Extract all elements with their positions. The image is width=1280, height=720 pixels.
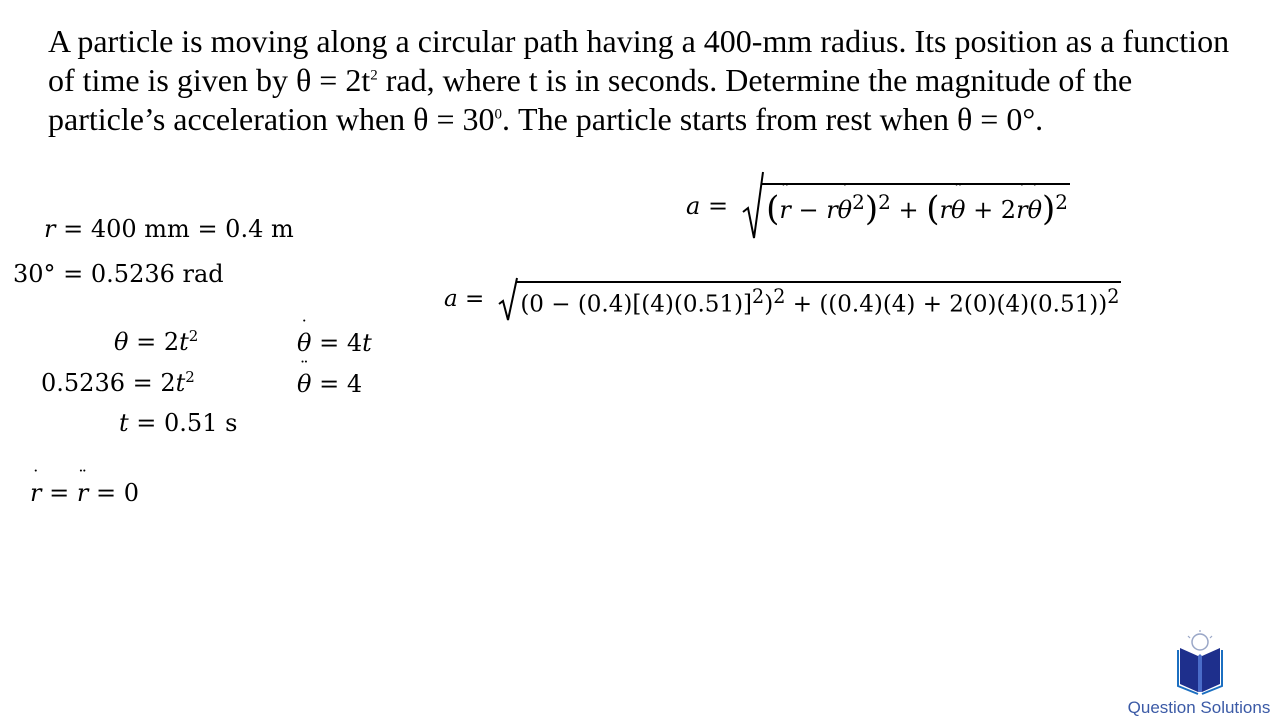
radical-icon [498,276,518,322]
radical-icon [742,170,764,242]
book-lightbulb-icon [1176,630,1224,696]
question-solutions-logo [1124,628,1274,720]
problem-text-2: rad, where t is in seconds. Determine the magnitude of the particle’s acceleration when θ = 30 [48,62,1133,137]
problem-text-3: . The particle starts from rest when θ = 0°. [502,101,1044,137]
problem-sup-1: 2 [370,67,378,84]
time-equation: t = 0.51 s [119,409,238,437]
theta-dot-equation: θ ˙ = 4t [297,328,372,358]
problem-sup-2: 0 [494,106,503,123]
acceleration-substituted-formula: a = $(0 - (0.4)[(4)(0.51)]^2)^2 + ((0.4)(4) + 2(0)(4)(0.51))^2$ [444,276,1121,322]
square-root: (r ¨ − rθ ˙$^2$)$^2$ + (rθ ¨ + 2r ˙θ ˙)$^2$ [742,170,1070,242]
angle-equation: 30° = 0.5236 rad [13,260,224,288]
problem-statement [48,22,1238,139]
square-root-substituted: $(0 - (0.4)[(4)(0.51)]^2)^2 + ((0.4)(4) + 2(0)(4)(0.51))^2$ [498,276,1121,322]
theta-equation: $\theta = 2t^2$ [114,327,199,356]
theta-substituted-equation: $0.5236 = 2t^2$ [41,368,195,397]
r-derivatives-equation: r ˙ = r ¨ = 0 [30,478,139,508]
acceleration-formula: a = (r ¨ − rθ ˙$^2$)$^2$ + (rθ ¨ + 2r ˙θ ˙)$^2$ [686,170,1070,242]
problem-text-1: A particle is moving along a circular path having a 400-mm radius. Its position as a function of time is given by θ = 2t [48,23,1230,98]
radius-value: = 400 mm = 0.4 m [63,215,294,243]
theta-ddot-equation: θ ¨ = 4 [297,369,362,399]
radius-equation: r = 400 mm = 0.4 m [44,215,294,243]
brand-name: Question Solutions [1127,698,1271,717]
